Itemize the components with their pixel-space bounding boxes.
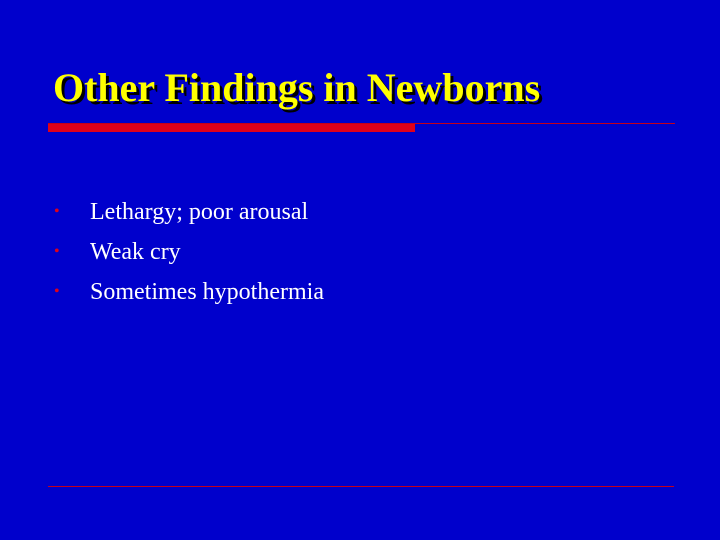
bullet-list (54, 199, 324, 319)
bullet-icon: • (54, 203, 60, 220)
title-underline-thick (48, 124, 415, 132)
list-item (54, 239, 324, 279)
bullet-text: Lethargy; poor arousal (90, 199, 309, 225)
footer-divider (48, 486, 674, 487)
list-item (54, 279, 324, 319)
bullet-text: Weak cry (90, 239, 181, 265)
bullet-icon: • (54, 243, 60, 260)
bullet-icon: • (54, 283, 60, 300)
list-item (54, 199, 324, 239)
bullet-text: Sometimes hypothermia (90, 279, 324, 305)
slide-title: Other Findings in Newborns (53, 65, 541, 110)
